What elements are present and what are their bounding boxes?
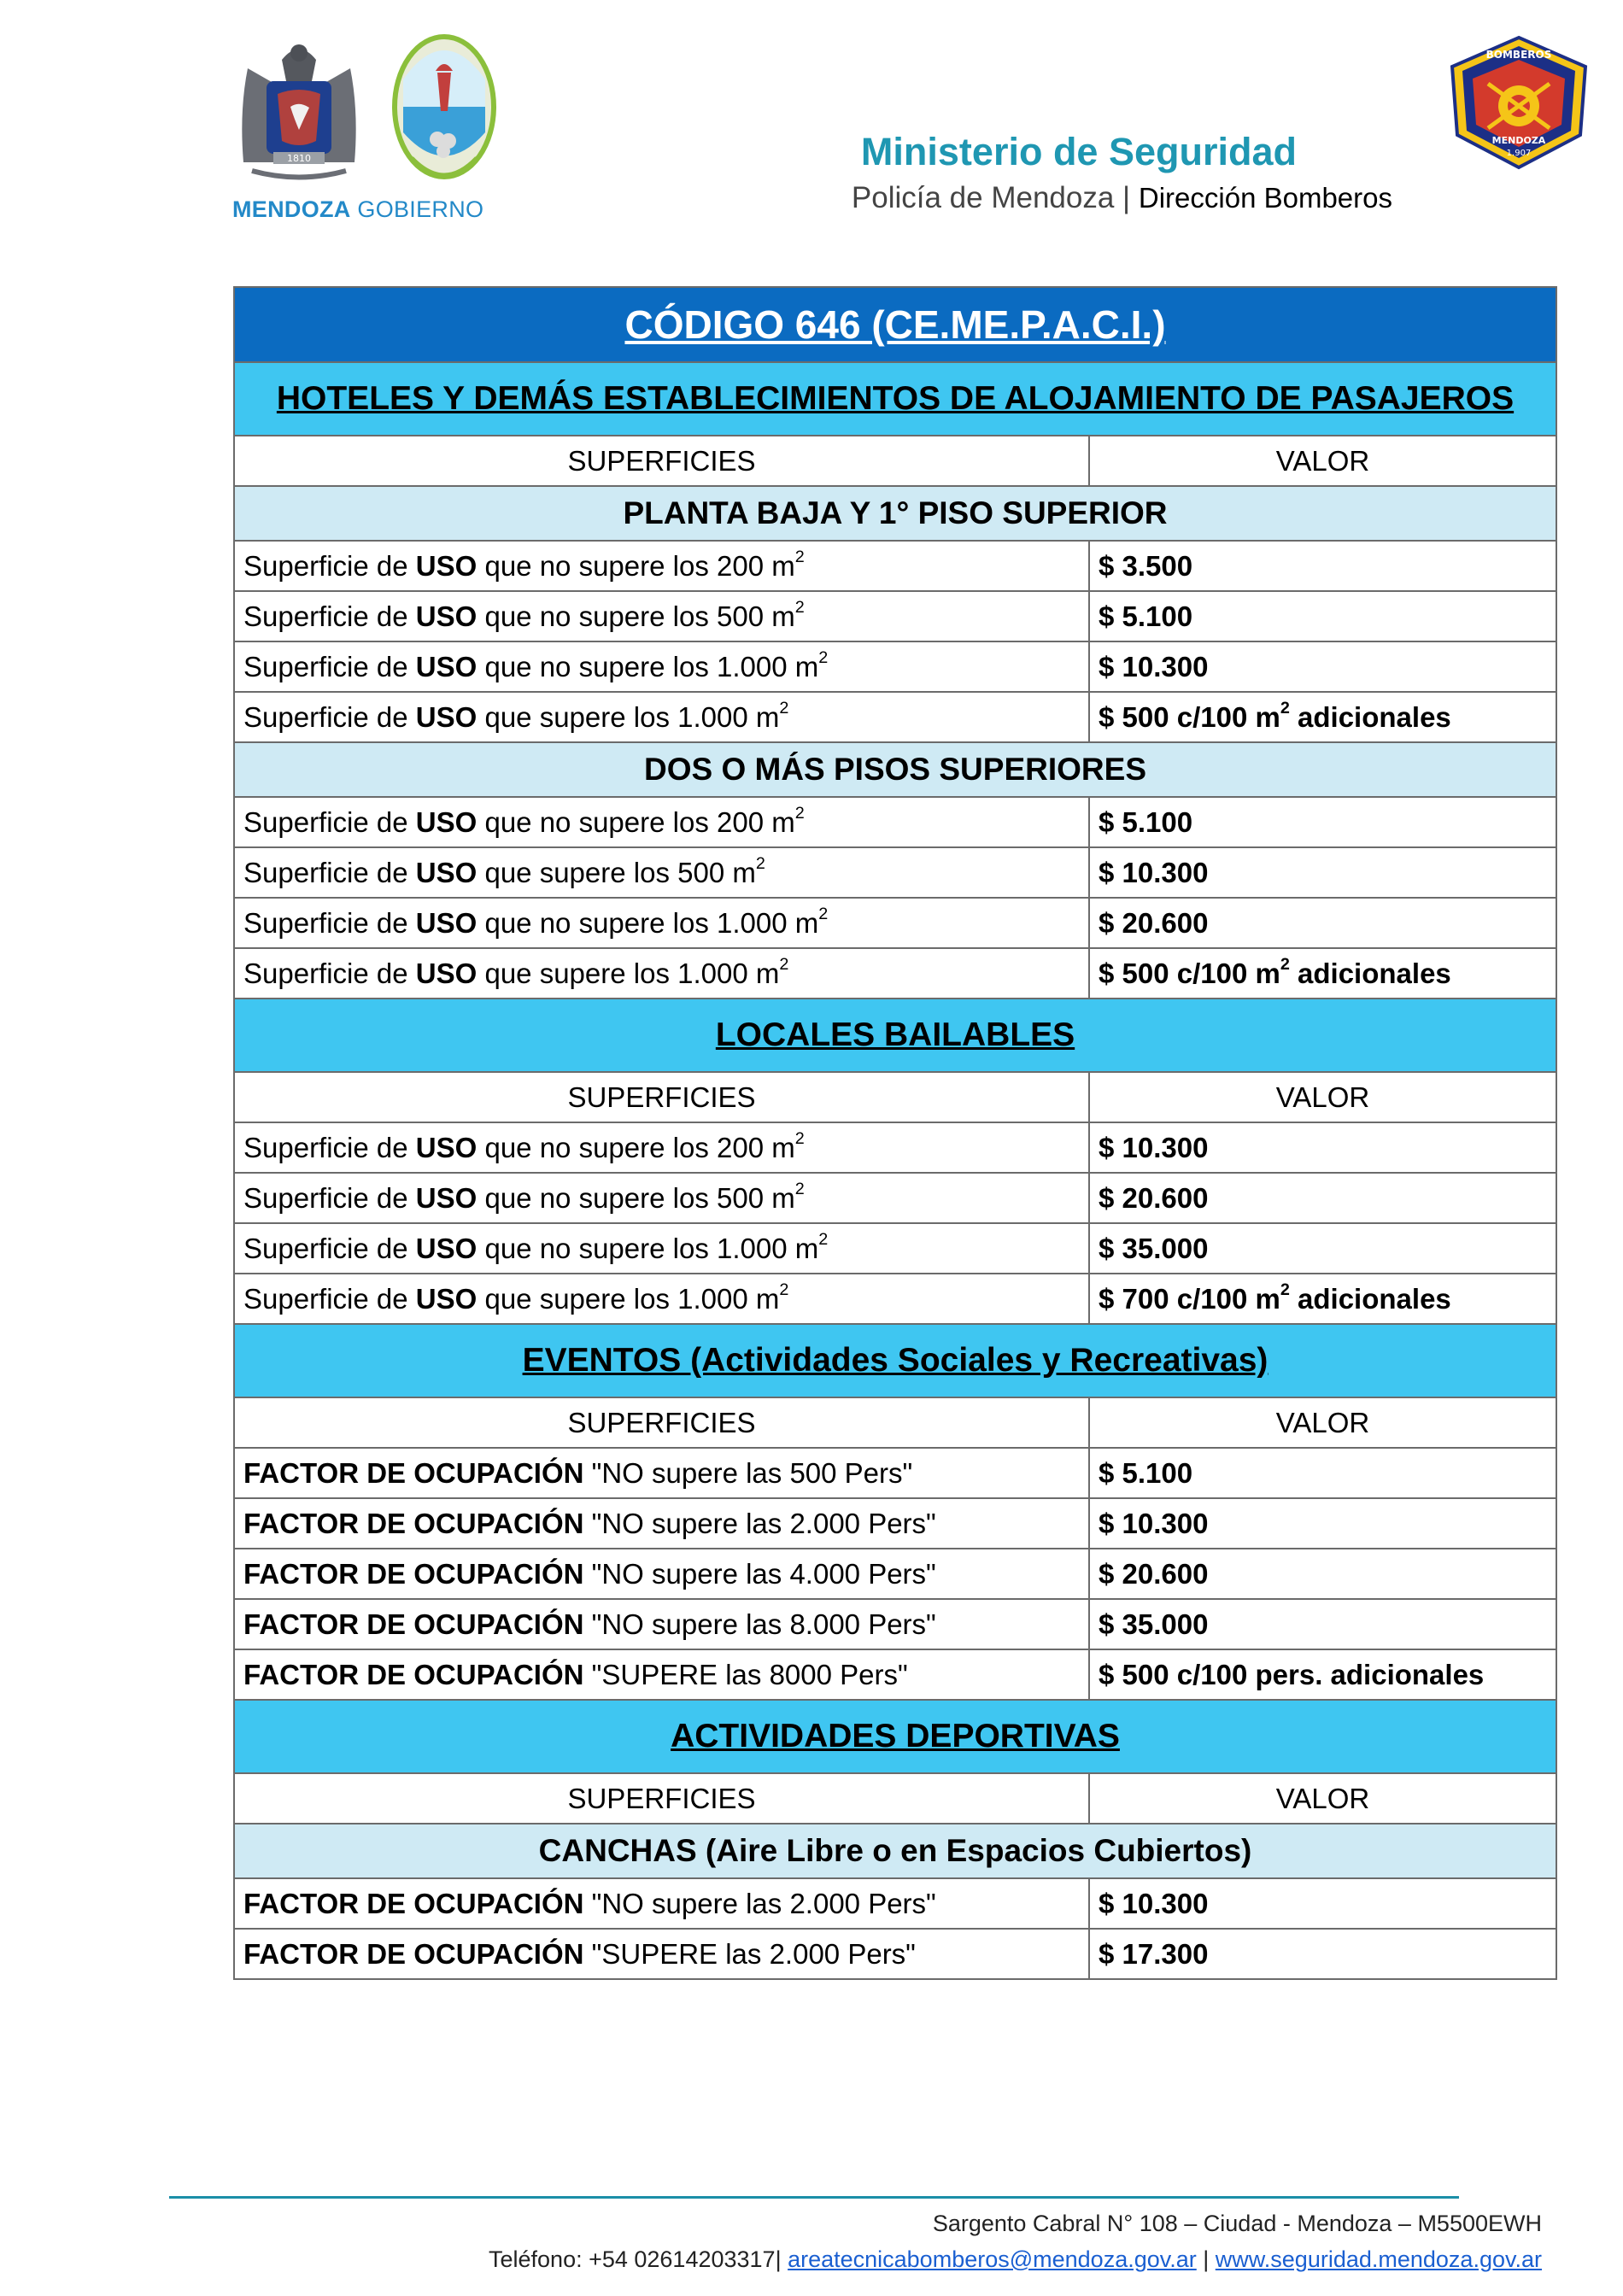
logo-text-bold: MENDOZA: [232, 196, 351, 222]
rows-courts: [234, 1878, 1556, 1979]
section-row-sports: [234, 1700, 1556, 1773]
table-row: [234, 1878, 1556, 1929]
surface-cell: [234, 847, 1089, 898]
value-cell: [1089, 797, 1556, 847]
surface-text-prefix: Superficie de: [243, 1181, 416, 1214]
surface-text-prefix: Superficie de: [243, 650, 416, 682]
value-text: $ 5.100: [1099, 805, 1193, 838]
column-header-value: VALOR: [1089, 1397, 1556, 1448]
value-cell: [1089, 692, 1556, 742]
surface-text-bold: USO: [415, 906, 478, 939]
police-label: Policía de Mendoza: [851, 181, 1115, 214]
subsection-heading-ground: PLANTA BAJA Y 1° PISO SUPERIOR: [234, 486, 1556, 541]
occupancy-condition: "NO supere las 2.000 Pers": [583, 1887, 936, 1919]
surface-text-bold: USO: [415, 957, 478, 989]
column-header-row: [234, 1397, 1556, 1448]
surface-cell: [234, 1223, 1089, 1274]
value-text: $ 20.600: [1099, 906, 1209, 939]
surface-text-suffix: que supere los 1.000 m: [477, 700, 780, 733]
ministry-title: Ministerio de Seguridad: [860, 130, 1297, 173]
table-row: [234, 898, 1556, 948]
superscript-2: 2: [794, 1128, 805, 1148]
section-heading-sports: ACTIVIDADES DEPORTIVAS: [671, 1718, 1120, 1754]
column-header-row: [234, 436, 1556, 486]
footer-email-link[interactable]: areatecnicabomberos@mendoza.gov.ar: [788, 2246, 1197, 2272]
value-cell: [1089, 591, 1556, 641]
surface-text-suffix: que no supere los 200 m: [477, 1131, 795, 1163]
table-title: [234, 287, 1556, 362]
surface-cell: [234, 641, 1089, 692]
surface-text-suffix: que no supere los 200 m: [477, 805, 795, 838]
surface-text-suffix: que no supere los 1.000 m: [477, 906, 819, 939]
value-text-tail: adicionales: [1289, 957, 1451, 989]
surface-cell: [234, 898, 1089, 948]
section-row-events: [234, 1324, 1556, 1397]
column-header-surface: SUPERFICIES: [234, 1773, 1089, 1824]
surface-text-bold: USO: [415, 805, 478, 838]
superscript-2: 2: [794, 1179, 805, 1198]
table-title-text: CÓDIGO 646 (CE.ME.P.A.C.I.): [624, 302, 1166, 347]
value-cell: [1089, 1223, 1556, 1274]
column-header-surface: SUPERFICIES: [234, 1072, 1089, 1122]
table-row: [234, 1929, 1556, 1979]
footer-separator: |: [775, 2246, 788, 2272]
table-row: [234, 641, 1556, 692]
value-text: $ 10.300: [1099, 1887, 1209, 1919]
surface-text-prefix: Superficie de: [243, 856, 416, 888]
surface-cell: [234, 1549, 1089, 1599]
superscript-2: 2: [755, 853, 765, 873]
value-text: $ 20.600: [1099, 1181, 1209, 1214]
subsection-row-ground: [234, 486, 1556, 541]
value-cell: [1089, 898, 1556, 948]
surface-text-suffix: que no supere los 1.000 m: [477, 650, 819, 682]
surface-text-suffix: que supere los 1.000 m: [477, 957, 780, 989]
value-text: $ 35.000: [1099, 1608, 1209, 1640]
value-text: $ 3.500: [1099, 549, 1193, 582]
surface-text-suffix: que supere los 1.000 m: [477, 1282, 780, 1315]
value-text: $ 500 c/100 pers. adicionales: [1099, 1658, 1485, 1690]
surface-text-prefix: Superficie de: [243, 549, 416, 582]
surface-text-bold: USO: [415, 1131, 478, 1163]
table-row: [234, 1549, 1556, 1599]
section-row-dance: [234, 999, 1556, 1072]
value-text: $ 17.300: [1099, 1937, 1209, 1970]
badge-year-text: 1.907: [1506, 149, 1532, 158]
section-cell: [234, 1700, 1556, 1773]
value-text-tail: adicionales: [1289, 1282, 1451, 1315]
superscript-2: 2: [1280, 698, 1290, 718]
occupancy-factor-label: FACTOR DE OCUPACIÓN: [243, 1507, 584, 1539]
value-text: $ 700 c/100 m: [1099, 1282, 1280, 1315]
surface-cell: [234, 541, 1089, 591]
occupancy-factor-label: FACTOR DE OCUPACIÓN: [243, 1557, 584, 1590]
subsection-row-upper: [234, 742, 1556, 797]
surface-cell: [234, 1173, 1089, 1223]
subsection-heading-upper: DOS O MÁS PISOS SUPERIORES: [234, 742, 1556, 797]
section-sports: [234, 1700, 1556, 1878]
value-cell: [1089, 1274, 1556, 1324]
surface-cell: [234, 1498, 1089, 1549]
mendoza-gobierno-label: [232, 196, 483, 223]
column-header-value: VALOR: [1089, 1072, 1556, 1122]
section-events: [234, 1324, 1556, 1448]
footer-separator: |: [1196, 2246, 1216, 2272]
surface-cell: [234, 1274, 1089, 1324]
value-cell: [1089, 1878, 1556, 1929]
value-cell: [1089, 1498, 1556, 1549]
section-cell: [234, 999, 1556, 1072]
value-cell: [1089, 948, 1556, 999]
footer-website-link[interactable]: www.seguridad.mendoza.gov.ar: [1215, 2246, 1542, 2272]
surface-text-bold: USO: [415, 650, 478, 682]
value-cell: [1089, 541, 1556, 591]
column-header-value: VALOR: [1089, 436, 1556, 486]
occupancy-factor-label: FACTOR DE OCUPACIÓN: [243, 1937, 584, 1970]
bomberos-badge-icon: [1445, 34, 1592, 171]
surface-text-bold: USO: [415, 856, 478, 888]
superscript-2: 2: [794, 547, 805, 566]
value-text: $ 500 c/100 m: [1099, 700, 1280, 733]
section-dance: [234, 999, 1556, 1122]
logo-text-rest: GOBIERNO: [350, 196, 484, 222]
table-row: [234, 797, 1556, 847]
subtitle-separator: |: [1114, 181, 1139, 214]
occupancy-condition: "NO supere las 4.000 Pers": [583, 1557, 936, 1590]
column-header-row: [234, 1773, 1556, 1824]
section-cell: [234, 362, 1556, 436]
occupancy-condition: "SUPERE las 8000 Pers": [583, 1658, 908, 1690]
column-header-value: VALOR: [1089, 1773, 1556, 1824]
section-cell: [234, 1324, 1556, 1397]
value-cell: [1089, 1649, 1556, 1700]
rows-dance: [234, 1122, 1556, 1324]
superscript-2: 2: [1280, 1280, 1290, 1299]
superscript-2: 2: [794, 597, 805, 617]
bomberos-badge: [1445, 34, 1592, 171]
surface-cell: [234, 1649, 1089, 1700]
occupancy-factor-label: FACTOR DE OCUPACIÓN: [243, 1887, 584, 1919]
surface-text-suffix: que no supere los 500 m: [477, 600, 795, 632]
table-row: [234, 1122, 1556, 1173]
footer-divider: [169, 2196, 1459, 2199]
column-header-row: [234, 1072, 1556, 1122]
table-row: [234, 847, 1556, 898]
subsection-heading-courts: CANCHAS (Aire Libre o en Espacios Cubiertos): [234, 1824, 1556, 1878]
value-cell: [1089, 641, 1556, 692]
footer-contact: [489, 2246, 1542, 2273]
value-cell: [1089, 1599, 1556, 1649]
superscript-2: 2: [779, 698, 789, 718]
surface-text-suffix: que no supere los 200 m: [477, 549, 795, 582]
table-row: [234, 591, 1556, 641]
ministry-subtitle: [852, 181, 1392, 215]
section-row-hotels: [234, 362, 1556, 436]
surface-text-prefix: Superficie de: [243, 1131, 416, 1163]
value-text: $ 10.300: [1099, 1131, 1209, 1163]
table-row: [234, 1599, 1556, 1649]
value-text: $ 5.100: [1099, 1456, 1193, 1489]
section-heading-dance: LOCALES BAILABLES: [715, 1016, 1075, 1053]
occupancy-condition: "NO supere las 8.000 Pers": [583, 1608, 936, 1640]
direction-label: Dirección Bomberos: [1138, 182, 1392, 214]
superscript-2: 2: [1280, 954, 1290, 974]
surface-cell: [234, 797, 1089, 847]
superscript-2: 2: [779, 954, 789, 974]
surface-text-bold: USO: [415, 1232, 478, 1264]
surface-text-prefix: Superficie de: [243, 957, 416, 989]
value-cell: [1089, 1448, 1556, 1498]
fee-table: [233, 286, 1557, 1980]
occupancy-factor-label: FACTOR DE OCUPACIÓN: [243, 1658, 584, 1690]
rows-events: [234, 1448, 1556, 1700]
table-row: [234, 692, 1556, 742]
badge-top-text: BOMBEROS: [1485, 49, 1552, 61]
ministry-heading: [852, 130, 1392, 215]
superscript-2: 2: [818, 904, 829, 923]
section-heading-events: EVENTOS (Actividades Sociales y Recreativas): [522, 1342, 1269, 1379]
superscript-2: 2: [779, 1280, 789, 1299]
surface-cell: [234, 692, 1089, 742]
value-text: $ 20.600: [1099, 1557, 1209, 1590]
subsection-row-courts: [234, 1824, 1556, 1878]
footer-address: Sargento Cabral N° 108 – Ciudad - Mendoza – M5500EWH: [932, 2211, 1542, 2236]
surface-text-prefix: Superficie de: [243, 1232, 416, 1264]
occupancy-condition: "NO supere las 500 Pers": [583, 1456, 913, 1489]
surface-text-prefix: Superficie de: [243, 906, 416, 939]
table-row: [234, 1498, 1556, 1549]
occupancy-factor-label: FACTOR DE OCUPACIÓN: [243, 1608, 584, 1640]
value-text-tail: adicionales: [1289, 700, 1451, 733]
subsection-upper: [234, 742, 1556, 797]
surface-text-suffix: que supere los 500 m: [477, 856, 756, 888]
value-cell: [1089, 1173, 1556, 1223]
table-row: [234, 948, 1556, 999]
surface-text-prefix: Superficie de: [243, 1282, 416, 1315]
surface-cell: [234, 948, 1089, 999]
section-heading-hotels: HOTELES Y DEMÁS ESTABLECIMIENTOS DE ALOJAMIENTO DE PASAJEROS: [276, 380, 1515, 417]
table-row: [234, 1173, 1556, 1223]
badge-bottom-text: MENDOZA: [1491, 135, 1546, 146]
surface-text-suffix: que no supere los 1.000 m: [477, 1232, 819, 1264]
rows-hotels-upper: [234, 797, 1556, 999]
surface-text-suffix: que no supere los 500 m: [477, 1181, 795, 1214]
surface-cell: [234, 591, 1089, 641]
table-row: [234, 541, 1556, 591]
surface-cell: [234, 1122, 1089, 1173]
table-row: [234, 1649, 1556, 1700]
surface-cell: [234, 1929, 1089, 1979]
column-header-surface: SUPERFICIES: [234, 436, 1089, 486]
surface-text-bold: USO: [415, 700, 478, 733]
occupancy-condition: "NO supere las 2.000 Pers": [583, 1507, 936, 1539]
table-title-row: [234, 287, 1556, 362]
table-row: [234, 1223, 1556, 1274]
occupancy-condition: "SUPERE las 2.000 Pers": [583, 1937, 916, 1970]
surface-text-bold: USO: [415, 1282, 478, 1315]
seal-year: 1810: [287, 153, 311, 164]
value-text: $ 10.300: [1099, 1507, 1209, 1539]
value-cell: [1089, 1549, 1556, 1599]
rows-hotels-ground: [234, 541, 1556, 742]
fee-table-body: [234, 287, 1556, 541]
surface-cell: [234, 1878, 1089, 1929]
surface-text-prefix: Superficie de: [243, 805, 416, 838]
value-text: $ 500 c/100 m: [1099, 957, 1280, 989]
superscript-2: 2: [818, 647, 829, 667]
value-text: $ 5.100: [1099, 600, 1193, 632]
value-text: $ 10.300: [1099, 650, 1209, 682]
superscript-2: 2: [818, 1229, 829, 1249]
surface-text-bold: USO: [415, 549, 478, 582]
surface-text-prefix: Superficie de: [243, 700, 416, 733]
column-header-surface: SUPERFICIES: [234, 1397, 1089, 1448]
value-cell: [1089, 1122, 1556, 1173]
occupancy-factor-label: FACTOR DE OCUPACIÓN: [243, 1456, 584, 1489]
value-text: $ 10.300: [1099, 856, 1209, 888]
value-text: $ 35.000: [1099, 1232, 1209, 1264]
surface-text-bold: USO: [415, 600, 478, 632]
value-cell: [1089, 1929, 1556, 1979]
mendoza-coat-of-arms-icon: [231, 26, 513, 196]
table-row: [234, 1274, 1556, 1324]
footer-phone: Teléfono: +54 02614203317: [489, 2246, 776, 2272]
surface-cell: [234, 1599, 1089, 1649]
surface-cell: [234, 1448, 1089, 1498]
surface-text-prefix: Superficie de: [243, 600, 416, 632]
surface-text-bold: USO: [415, 1181, 478, 1214]
table-row: [234, 1448, 1556, 1498]
superscript-2: 2: [794, 803, 805, 823]
value-cell: [1089, 847, 1556, 898]
